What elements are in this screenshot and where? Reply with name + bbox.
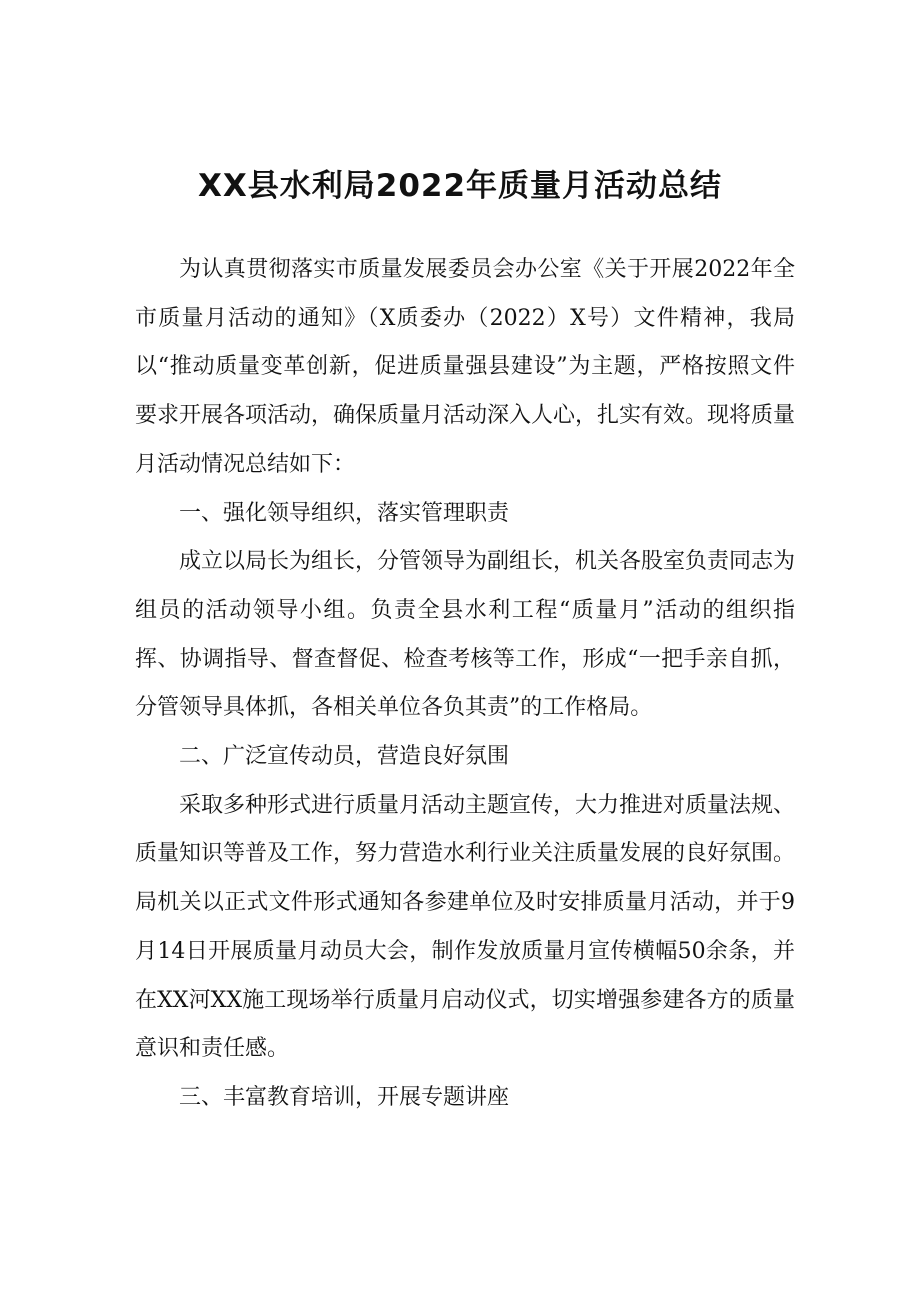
document-body — [135, 246, 795, 1123]
section-heading-1: 一、强化领导组织，落实管理职责 — [179, 500, 510, 526]
intro-paragraph: 为认真贯彻落实市质量发展委员会办公室《关于开展2022年全市质量月活动的通知》（X质委办（2022）X号）文件精神，我局以“推动质量变革创新，促进质量强县建设”为主题，严格按照文件要求开展各项活动，确保质量月活动深入人心，扎实有效。现将质量月活动情况总结如下： — [135, 257, 796, 477]
section-heading-3: 三、丰富教育培训，开展专题讲座 — [179, 1084, 510, 1110]
section-2-paragraph: 采取多种形式进行质量月活动主题宣传，大力推进对质量法规、质量知识等普及工作，努力营造水利行业关注质量发展的良好氛围。局机关以正式文件形式通知各参建单位及时安排质量月活动，并于9月14日开展质量月动员大会，制作发放质量月宣传横幅50余条，并在XX河XX施工现场举行质量月启动仪式，切实增强参建各方的质量意识和责任感。 — [135, 792, 796, 1062]
section-heading-2: 二、广泛宣传动员，营造良好氛围 — [179, 744, 510, 770]
section-1-paragraph: 成立以局长为组长，分管领导为副组长，机关各股室负责同志为组员的活动领导小组。负责全县水利工程“质量月”活动的组织指挥、协调指导、督查督促、检查考核等工作，形成“一把手亲自抓，分管领导具体抓，各相关单位各负其责”的工作格局。 — [135, 549, 796, 721]
document-title: XX县水利局2022年质量月活动总结 — [197, 168, 723, 204]
